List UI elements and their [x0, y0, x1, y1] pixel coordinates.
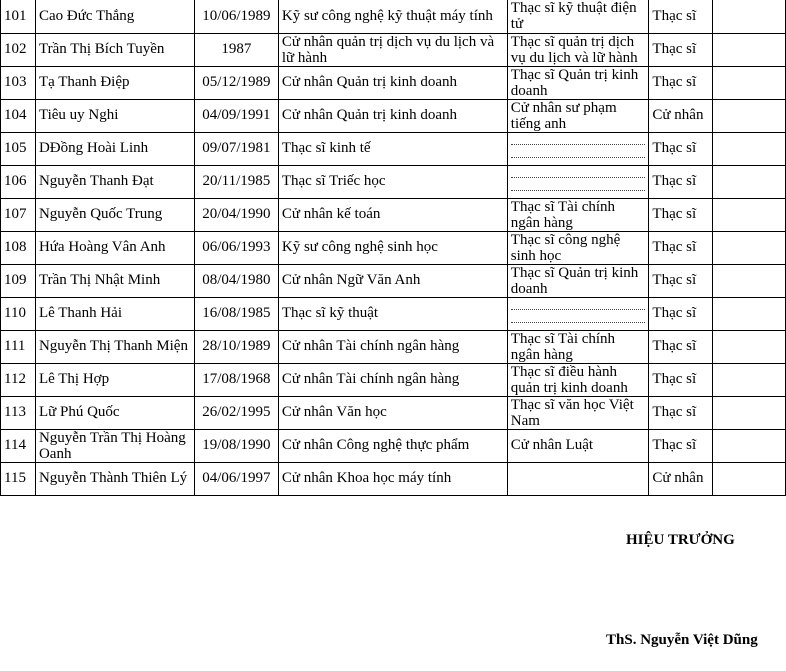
- further-study: [507, 330, 649, 363]
- table-row: [1, 264, 786, 297]
- birth-date: [194, 264, 278, 297]
- further-study: [507, 198, 649, 231]
- qualification-level-text: Thạc sĩ: [652, 206, 697, 222]
- empty-cell: [713, 0, 786, 33]
- table-row: [1, 132, 786, 165]
- further-study-text: Thạc sĩ điều hành quản trị kinh doanh: [510, 363, 628, 396]
- person-name: [35, 396, 194, 429]
- degree-text: Thạc sĩ kinh tế: [281, 140, 371, 156]
- degree: [278, 429, 507, 462]
- row-number-text: 107: [4, 206, 27, 222]
- degree: [278, 132, 507, 165]
- row-number: [1, 198, 36, 231]
- birth-date: [194, 132, 278, 165]
- further-study: [507, 363, 649, 396]
- table-row: [1, 396, 786, 429]
- row-number: [1, 429, 36, 462]
- further-study: [507, 429, 649, 462]
- table-row: [1, 66, 786, 99]
- empty-cell: [713, 396, 786, 429]
- person-name: [35, 462, 194, 495]
- qualification-level: [649, 396, 713, 429]
- table-row: [1, 363, 786, 396]
- qualification-level: [649, 198, 713, 231]
- degree: [278, 99, 507, 132]
- qualification-level-text: Thạc sĩ: [652, 7, 697, 24]
- degree-text: Cử nhân Công nghệ thực phẩm: [281, 437, 470, 453]
- person-name: [35, 0, 194, 33]
- empty-cell: [713, 132, 786, 165]
- person-name-text: Hứa Hoàng Vân Anh: [38, 239, 166, 255]
- degree: [278, 231, 507, 264]
- row-number-text: 105: [4, 140, 27, 156]
- birth-date: [194, 99, 278, 132]
- row-number-text: 101: [4, 7, 27, 24]
- qualification-level: [649, 231, 713, 264]
- table-row: [1, 165, 786, 198]
- empty-cell: [713, 297, 786, 330]
- qualification-level: [649, 264, 713, 297]
- further-study: [507, 264, 649, 297]
- qualification-level: [649, 297, 713, 330]
- further-study: [507, 231, 649, 264]
- qualification-level-text: Thạc sĩ: [652, 74, 697, 90]
- further-study-text: Thạc sĩ kỹ thuật điện tử: [510, 0, 637, 33]
- person-name: [35, 429, 194, 462]
- person-name: [35, 231, 194, 264]
- person-name-text: Trần Thị Nhật Minh: [38, 272, 161, 288]
- person-name: [35, 66, 194, 99]
- further-study: [507, 0, 649, 33]
- person-name-text: Nguyễn Thanh Đạt: [38, 173, 154, 189]
- empty-cell: [713, 66, 786, 99]
- person-name-text: Lê Thị Hợp: [38, 371, 110, 387]
- degree: [278, 198, 507, 231]
- row-number: [1, 396, 36, 429]
- qualification-level-text: Thạc sĩ: [652, 338, 697, 354]
- birth-date: [194, 198, 278, 231]
- table-row: [1, 99, 786, 132]
- person-name: [35, 99, 194, 132]
- person-name: [35, 198, 194, 231]
- person-name-text: Lê Thanh Hải: [38, 305, 122, 321]
- qualification-level: [649, 99, 713, 132]
- degree: [278, 165, 507, 198]
- qualification-level-text: Thạc sĩ: [652, 305, 697, 321]
- degree-text: Cử nhân Tài chính ngân hàng: [281, 338, 460, 354]
- birth-date: [194, 0, 278, 33]
- qualification-level: [649, 132, 713, 165]
- row-number: [1, 297, 36, 330]
- table-row: [1, 33, 786, 66]
- qualification-level-text: Cử nhân: [652, 107, 704, 123]
- row-number: [1, 33, 36, 66]
- further-study: [507, 297, 649, 330]
- person-name-text: Trần Thị Bích Tuyền: [38, 41, 165, 57]
- further-study: [507, 132, 649, 165]
- birth-date: [194, 165, 278, 198]
- birth-date-text: 28/10/1989: [202, 338, 271, 354]
- empty-cell: [713, 264, 786, 297]
- further-study-text: Thạc sĩ Tài chính ngân hàng: [510, 198, 616, 231]
- row-number: [1, 132, 36, 165]
- degree-text: Cử nhân Khoa học máy tính: [281, 470, 452, 486]
- birth-date: [194, 396, 278, 429]
- row-number: [1, 231, 36, 264]
- further-study-text: Thạc sĩ Tài chính ngân hàng: [510, 330, 616, 363]
- further-study-text: Thạc sĩ Quản trị kinh doanh: [510, 264, 639, 297]
- further-study: [507, 165, 649, 198]
- person-name-text: Nguyễn Thị Thanh Miện: [38, 338, 188, 354]
- person-name: [35, 132, 194, 165]
- degree-text: Thạc sĩ kỹ thuật: [281, 305, 379, 321]
- degree: [278, 297, 507, 330]
- qualification-level: [649, 33, 713, 66]
- row-number: [1, 99, 36, 132]
- degree: [278, 0, 507, 33]
- further-study: [507, 99, 649, 132]
- qualification-level-text: Thạc sĩ: [652, 140, 697, 156]
- dotted-line: [511, 190, 646, 191]
- birth-date: [194, 297, 278, 330]
- further-study: [507, 396, 649, 429]
- row-number-text: 111: [4, 338, 26, 354]
- degree: [278, 264, 507, 297]
- birth-date: [194, 33, 278, 66]
- birth-date-text: 20/11/1985: [202, 173, 271, 189]
- empty-cell: [713, 33, 786, 66]
- empty-cell: [713, 99, 786, 132]
- qualification-level-text: Thạc sĩ: [652, 173, 697, 189]
- qualification-level-text: Thạc sĩ: [652, 371, 697, 387]
- table-row: [1, 231, 786, 264]
- table-row: [1, 330, 786, 363]
- person-name: [35, 165, 194, 198]
- qualification-level-text: Thạc sĩ: [652, 41, 697, 57]
- empty-cell: [713, 330, 786, 363]
- further-study-text: Thạc sĩ quản trị dịch vụ du lịch và lữ hành: [510, 33, 638, 66]
- person-name-text: Nguyễn Quốc Trung: [38, 206, 163, 222]
- table-row: [1, 198, 786, 231]
- dotted-line: [511, 177, 646, 178]
- row-number-text: 109: [4, 272, 27, 288]
- degree: [278, 66, 507, 99]
- person-name: [35, 363, 194, 396]
- birth-date: [194, 231, 278, 264]
- further-study: [507, 66, 649, 99]
- dotted-line: [511, 309, 646, 310]
- row-number-text: 108: [4, 239, 27, 255]
- signer-title: HIỆU TRƯỞNG: [626, 532, 735, 548]
- further-study-text: Thạc sĩ văn học Việt Nam: [510, 396, 634, 429]
- birth-date-text: 19/08/1990: [202, 437, 271, 453]
- degree-text: Cử nhân Ngữ Văn Anh: [281, 272, 421, 288]
- birth-date-text: 08/04/1980: [202, 272, 271, 288]
- qualification-level: [649, 0, 713, 33]
- person-name: [35, 297, 194, 330]
- table-row: [1, 429, 786, 462]
- degree-text: Thạc sĩ Triếc học: [281, 173, 386, 189]
- birth-date: [194, 363, 278, 396]
- qualification-level-text: Thạc sĩ: [652, 404, 697, 420]
- row-number-text: 102: [4, 41, 27, 57]
- person-name-text: Tiêu uy Nghi: [38, 107, 119, 123]
- row-number: [1, 66, 36, 99]
- degree-text: Cử nhân kế toán: [281, 206, 381, 222]
- further-study: [507, 33, 649, 66]
- empty-cell: [713, 429, 786, 462]
- degree-text: Cử nhân Văn học: [281, 404, 387, 420]
- person-name-text: Lữ Phú Quốc: [38, 404, 120, 420]
- qualification-level-text: Thạc sĩ: [652, 437, 697, 453]
- further-study-text: Thạc sĩ Quản trị kinh doanh: [510, 66, 639, 99]
- row-number-text: 112: [4, 371, 26, 387]
- row-number: [1, 264, 36, 297]
- row-number-text: 103: [4, 74, 27, 90]
- birth-date-text: 16/08/1985: [202, 305, 271, 321]
- row-number-text: 106: [4, 173, 27, 189]
- birth-date: [194, 330, 278, 363]
- qualification-level: [649, 66, 713, 99]
- degree: [278, 396, 507, 429]
- birth-date-text: 26/02/1995: [202, 404, 271, 420]
- empty-cell: [713, 165, 786, 198]
- table-row: [1, 462, 786, 495]
- signer-name: ThS. Nguyễn Việt Dũng: [606, 632, 758, 648]
- row-number-text: 114: [4, 437, 26, 453]
- birth-date-text: 09/07/1981: [202, 140, 271, 156]
- row-number-text: 110: [4, 305, 26, 321]
- birth-date-text: 20/04/1990: [202, 206, 271, 222]
- row-number-text: 115: [4, 470, 26, 486]
- person-name-text: Nguyễn Thành Thiên Lý: [38, 470, 188, 486]
- empty-cell: [713, 231, 786, 264]
- degree-text: Cử nhân Quản trị kinh doanh: [281, 107, 458, 123]
- qualification-level: [649, 330, 713, 363]
- empty-cell: [713, 462, 786, 495]
- row-number-text: 113: [4, 404, 26, 420]
- further-study: [507, 462, 649, 495]
- person-name-text: Tạ Thanh Điệp: [38, 74, 130, 90]
- further-study-text: Cử nhân sư phạm tiếng anh: [510, 99, 617, 132]
- birth-date-text: 05/12/1989: [202, 74, 271, 90]
- person-name-text: Nguyễn Trần Thị Hoàng Oanh: [38, 429, 186, 462]
- birth-date-text: 10/06/1989: [202, 7, 271, 24]
- qualification-level: [649, 429, 713, 462]
- row-number-text: 104: [4, 107, 27, 123]
- birth-date-text: 04/09/1991: [202, 107, 271, 123]
- birth-date: [194, 429, 278, 462]
- degree-text: Cử nhân quản trị dịch vụ du lịch và lữ hành: [281, 33, 495, 66]
- birth-date-text: 06/06/1993: [202, 239, 271, 255]
- further-study-text: Cử nhân Luật: [510, 437, 594, 453]
- qualification-level: [649, 363, 713, 396]
- birth-date: [194, 462, 278, 495]
- person-name-text: DĐồng Hoài Linh: [38, 140, 149, 156]
- dotted-line: [511, 157, 646, 158]
- qualification-level: [649, 165, 713, 198]
- dotted-line: [511, 322, 646, 323]
- degree: [278, 330, 507, 363]
- dotted-line: [511, 144, 646, 145]
- person-name: [35, 264, 194, 297]
- person-name: [35, 330, 194, 363]
- row-number: [1, 0, 36, 33]
- empty-cell: [713, 363, 786, 396]
- degree: [278, 462, 507, 495]
- birth-date: [194, 66, 278, 99]
- degree-text: Kỹ sư công nghệ sinh học: [281, 239, 438, 255]
- qualification-level-text: Cử nhân: [652, 470, 704, 486]
- degree: [278, 33, 507, 66]
- empty-cell: [713, 198, 786, 231]
- row-number: [1, 363, 36, 396]
- person-name-text: Cao Đức Thắng: [38, 7, 135, 24]
- table-row: [1, 297, 786, 330]
- person-name: [35, 33, 194, 66]
- birth-date-text: 17/08/1968: [202, 371, 271, 387]
- birth-date-text: 1987: [221, 41, 252, 57]
- degree-text: Cử nhân Quản trị kinh doanh: [281, 74, 458, 90]
- qualification-level-text: Thạc sĩ: [652, 239, 697, 255]
- degree-text: Kỹ sư công nghệ kỹ thuật máy tính: [281, 7, 493, 24]
- degree-text: Cử nhân Tài chính ngân hàng: [281, 371, 460, 387]
- table-row: [1, 0, 786, 33]
- further-study-text: Thạc sĩ công nghệ sinh học: [510, 231, 621, 264]
- row-number: [1, 462, 36, 495]
- qualification-level: [649, 462, 713, 495]
- birth-date-text: 04/06/1997: [202, 470, 271, 486]
- qualification-level-text: Thạc sĩ: [652, 272, 697, 288]
- row-number: [1, 165, 36, 198]
- row-number: [1, 330, 36, 363]
- degree: [278, 363, 507, 396]
- staff-table-body: [1, 0, 786, 495]
